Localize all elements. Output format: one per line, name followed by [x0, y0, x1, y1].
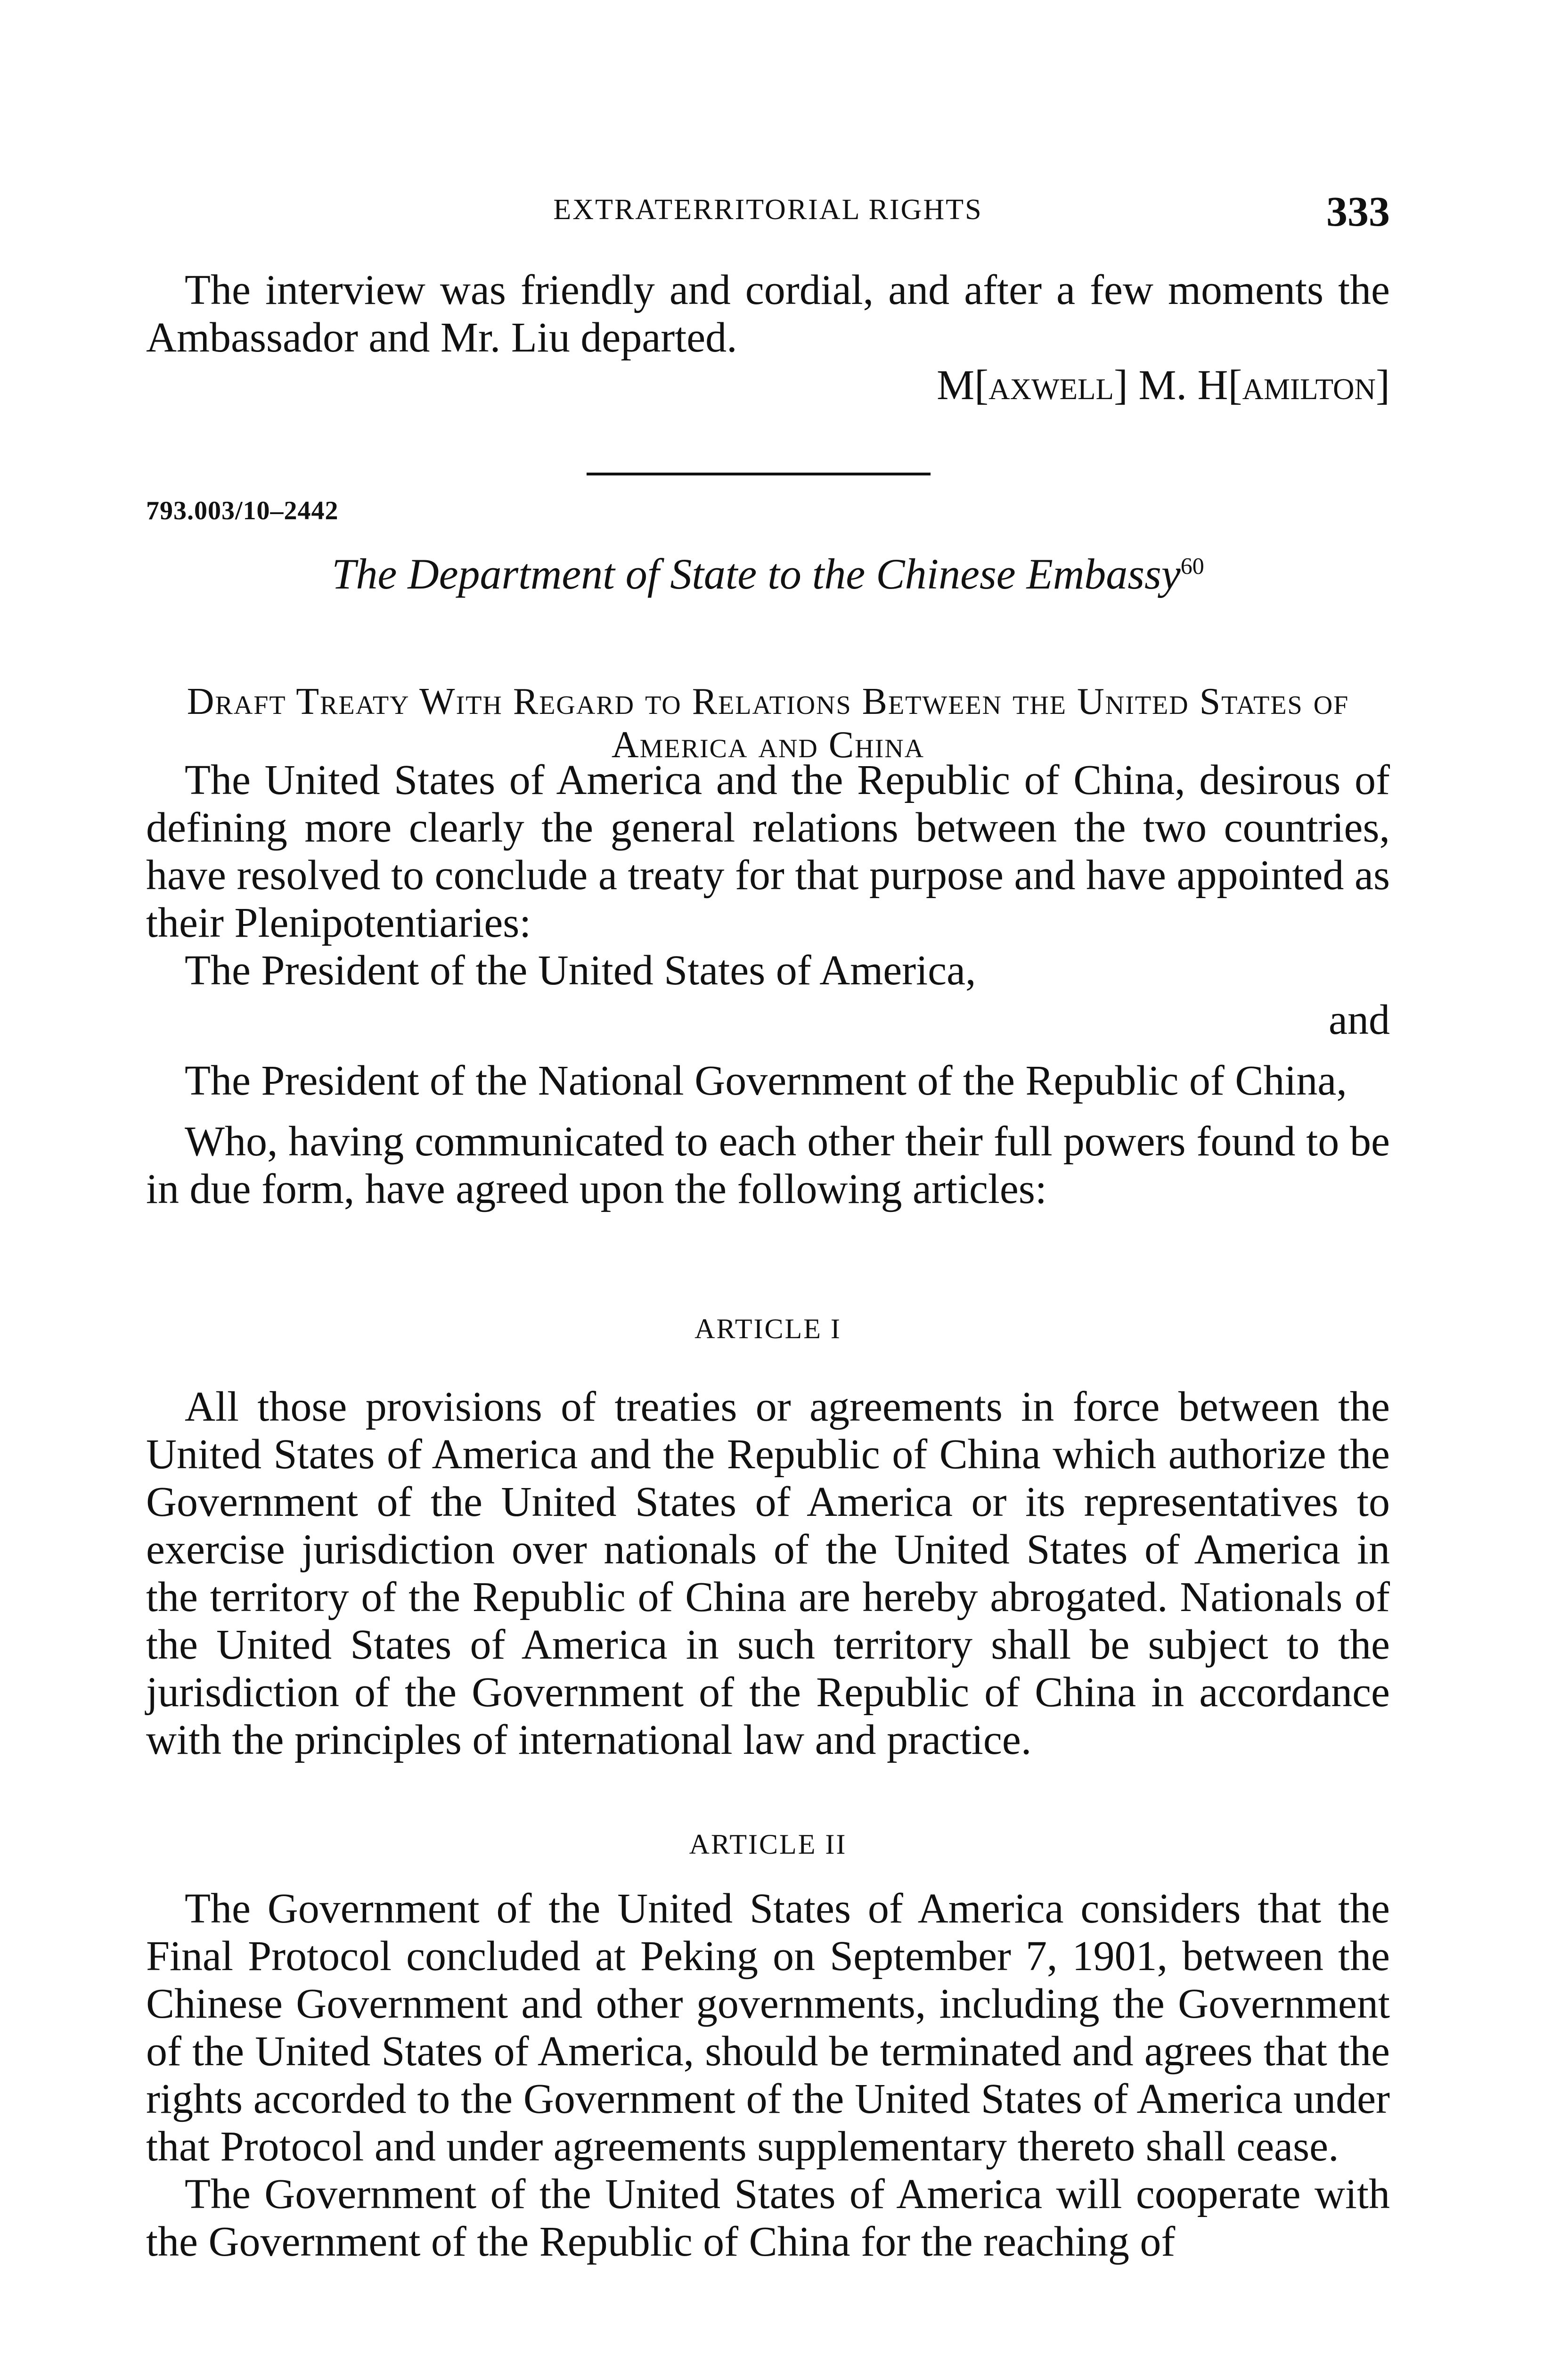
article-heading: ARTICLE II: [689, 1829, 847, 1860]
article-body: [146, 1885, 1390, 2266]
signature: M[axwell] M. H[amilton]: [937, 362, 1390, 409]
preamble: [146, 756, 1390, 1213]
preamble-paragraph: The United States of America and the Republic of China, desirous of defining more clearly the general relations between the two countries, have resolved to conclude a treaty for that purpose and have appointed as their Plenipotentiaries:: [146, 757, 1390, 946]
file-number: 793.003/10–2442: [146, 496, 339, 525]
document-title: [146, 549, 1390, 599]
page-number: 333: [1326, 188, 1390, 235]
document-title-text: The Department of State to the Chinese Embassy: [332, 550, 1181, 598]
draft-treaty-title: Draft Treaty With Regard to Relations Between the United States of America and China: [187, 681, 1349, 766]
preamble-conjunction: and: [1329, 997, 1390, 1043]
article-heading: ARTICLE I: [694, 1313, 841, 1344]
section-divider: [587, 473, 931, 475]
article-body: [146, 1383, 1390, 1764]
article-paragraph: The Government of the United States of America will cooperate with the Government of the Republic of China for the reaching of: [146, 2171, 1390, 2265]
prior-text: [146, 266, 1390, 409]
footnote-reference: 60: [1180, 552, 1204, 579]
running-title: EXTRATERRITORIAL RIGHTS: [553, 194, 983, 226]
preamble-paragraph: Who, having communicated to each other their full powers found to be in due form, have agreed upon the following articles:: [146, 1118, 1390, 1212]
preamble-paragraph: The President of the National Government of the Republic of China,: [185, 1057, 1347, 1104]
running-header: [146, 188, 1390, 239]
article-paragraph: The Government of the United States of America considers that the Final Protocol concluded at Peking on September 7, 1901, between the Chinese Government and other governments, including the Government of the United States of America, should be terminated and agrees that the rights accorded to the Government of the United States of America under that Protocol and under agreements supplementary thereto shall cease.: [146, 1885, 1390, 2170]
prior-paragraph: The interview was friendly and cordial, and after a few moments the Ambassador and Mr. Liu departed.: [146, 267, 1390, 361]
article-paragraph: All those provisions of treaties or agreements in force between the United States of America and the Republic of China which authorize the Government of the United States of America or its representatives to exercise jurisdiction over nationals of the United States of America in the territory of the Republic of China are hereby abrogated. Nationals of the United States of America in such territory shall be subject to the jurisdiction of the Government of the Republic of China in accordance with the principles of international law and practice.: [146, 1383, 1390, 1763]
preamble-paragraph: The President of the United States of America,: [185, 947, 976, 994]
